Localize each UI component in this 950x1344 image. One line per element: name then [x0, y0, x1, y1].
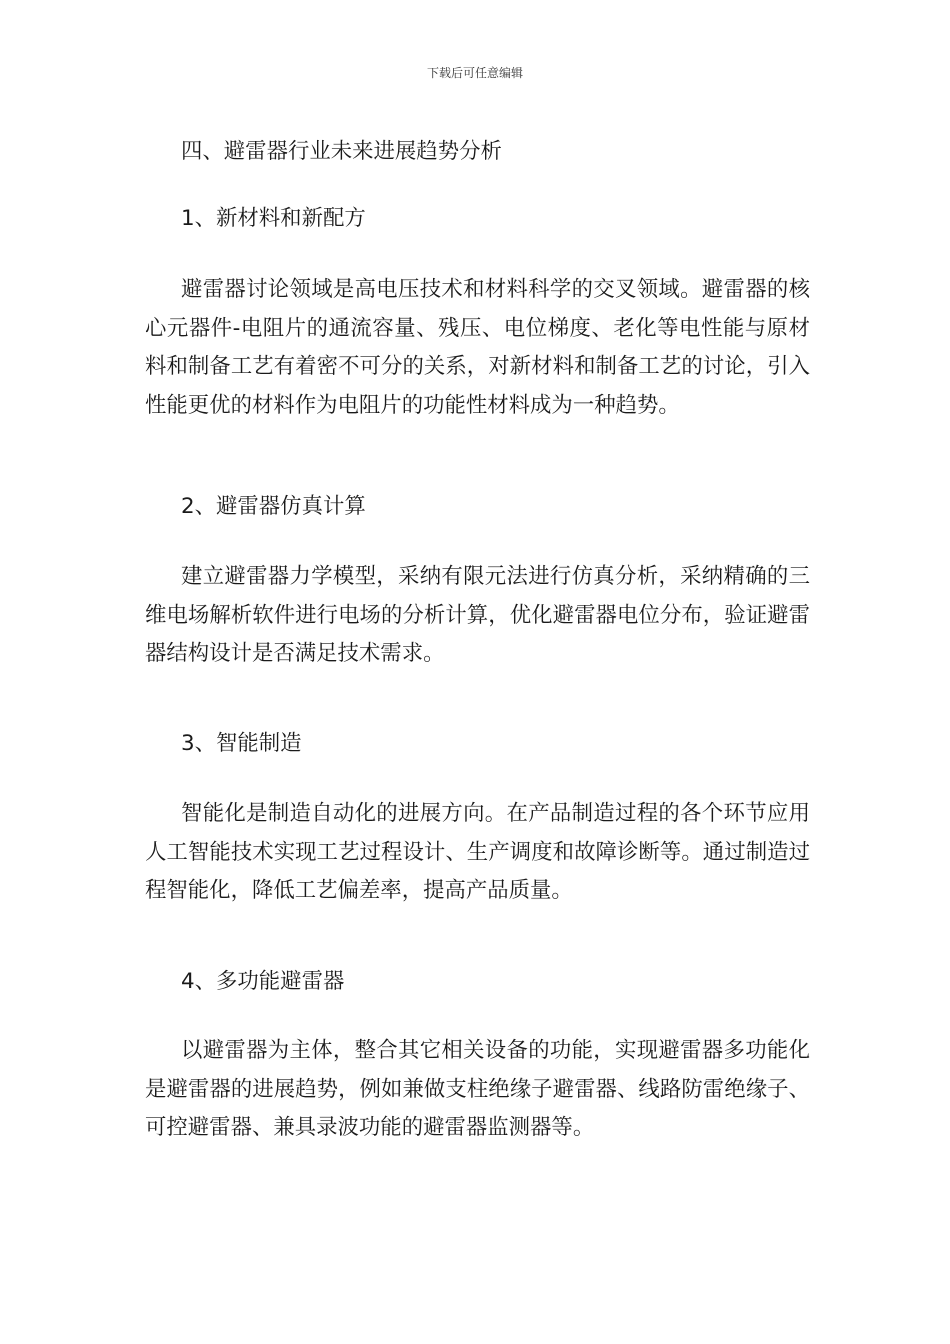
- section-3-title: 3、智能制造: [181, 731, 302, 756]
- section-1-title: 1、新材料和新配方: [181, 206, 366, 231]
- section-3-body: 智能化是制造自动化的进展方向。在产品制造过程的各个环节应用人工智能技术实现工艺过程设计、生产调度和故障诊断等。通过制造过程智能化，降低工艺偏差率，提高产品质量。: [145, 801, 810, 903]
- section-1-body: 避雷器讨论领域是高电压技术和材料科学的交叉领域。避雷器的核心元器件-电阻片的通流容量、残压、电位梯度、老化等电性能与原材料和制备工艺有着密不可分的关系，对新材料和制备工艺的讨论，引入性能更优的材料作为电阻片的功能性材料成为一种趋势。: [145, 277, 810, 418]
- page-header-note: 下载后可任意编辑: [426, 66, 523, 80]
- section-2-title: 2、避雷器仿真计算: [181, 494, 366, 519]
- section-4-title: 4、多功能避雷器: [181, 969, 345, 994]
- section-2-body: 建立避雷器力学模型，采纳有限元法进行仿真分析，采纳精确的三维电场解析软件进行电场的分析计算，优化避雷器电位分布，验证避雷器结构设计是否满足技术需求。: [145, 564, 810, 666]
- section-4-body: 以避雷器为主体，整合其它相关设备的功能，实现避雷器多功能化是避雷器的进展趋势，例如兼做支柱绝缘子避雷器、线路防雷绝缘子、可控避雷器、兼具录波功能的避雷器监测器等。: [145, 1038, 810, 1140]
- section-main-title: 四、避雷器行业未来进展趋势分析: [181, 139, 502, 164]
